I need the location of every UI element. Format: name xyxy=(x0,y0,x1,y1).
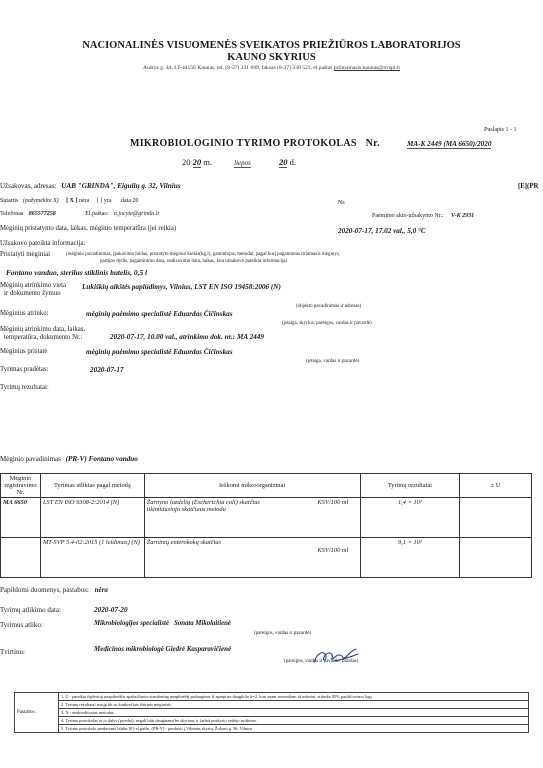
col-organisms: Ieškomi mikroorganizmai xyxy=(144,474,360,498)
extra-value: nėra xyxy=(94,586,108,594)
notes-row xyxy=(15,717,529,725)
client-label: Užsakovas, adresas: xyxy=(0,182,57,190)
row-u xyxy=(460,538,532,578)
year-suffix: m. xyxy=(203,157,212,167)
delivery-label: Mėginių pristatymo data, laikas, mėginio temperatūra (jei reikia) xyxy=(0,225,177,232)
table-row xyxy=(1,498,532,538)
notes-label: Pastabos: xyxy=(15,693,59,733)
email-value: n.jocyte@grinda.lt xyxy=(113,211,160,217)
approved-value: Medicinos mikrobiologė Giedrė Kasparavičienė xyxy=(94,645,232,653)
email-label: El.paštas: xyxy=(85,211,109,217)
notes-row xyxy=(15,693,529,701)
samples-desc-line1: (mėginio pavadinimas, įpakavimo būdas, pristatyto mėginio kiekis(kg,l), gamintojas, metodai, pagal kurį pagamintas tiriamasis mėginys, xyxy=(66,252,341,257)
row-result: 1,4 × 10² xyxy=(360,498,460,538)
sampler-value: mėginių paėmimo specialistė Eduardas Čičinskas xyxy=(86,310,233,318)
notes-row xyxy=(15,725,529,733)
contract-date-value: 20 xyxy=(132,198,139,204)
sampling-place-label-1: Mėginių atrinkimo vieta xyxy=(0,282,67,289)
row-result: 9,1 × 10¹ xyxy=(360,538,460,578)
signature xyxy=(312,646,360,668)
completed-value: 2020-07-20 xyxy=(94,606,128,614)
deliverer-label: Mėginius pristatė xyxy=(0,348,48,355)
protocol-date xyxy=(182,157,296,167)
samples-desc-line2: partijos dydis, pagaminimo data, realizavimo data, laikas, kita užsakovo pateikta informacija) xyxy=(100,259,288,264)
day-value: 20 xyxy=(278,157,288,167)
tests-started-label: Tyrimas pradėtas: xyxy=(0,366,49,373)
col-u: ± U xyxy=(460,474,532,498)
day-suffix: d. xyxy=(289,157,296,167)
row-unit: KSV/100 ml xyxy=(317,547,349,554)
delivery-value: 2020-07-17, 17.02 val., 5,0 °C xyxy=(338,227,426,235)
notes-row xyxy=(15,709,529,717)
act-value: V-K 2931 xyxy=(451,213,475,219)
row-organism xyxy=(144,538,360,578)
performed-label: Tyrimus atliko: xyxy=(0,621,43,629)
phone-label: Telefonas xyxy=(0,211,24,217)
org-email-link[interactable]: priimamasis.kaunas@nvspl.lt xyxy=(333,65,400,71)
sampling-date-value: 2020-07-17, 10.00 val., atrinkimo dok. nr.: MA 2449 xyxy=(110,333,264,341)
contract-row xyxy=(0,198,139,204)
row-method: MT-SVP 5.4-02:2015 (1 leidimas) (N) xyxy=(40,538,144,578)
act-label: Paėmimo akto-užsakymo Nr.: xyxy=(372,213,444,219)
year-value: 20 xyxy=(192,157,202,167)
contract-nr-label: Nr. xyxy=(338,200,346,206)
contract-yes-checkbox: [ ] xyxy=(96,198,103,204)
row-reg-nr: MA 6650 xyxy=(1,498,41,538)
approved-hint: (pareigos, vardas ir pavardė, parašas) xyxy=(284,659,359,664)
sampler-label: Mėginius atrinko: xyxy=(0,310,49,317)
org-address-text: Aušros g. 44, LT-44156 Kaunas, tel. (8-37) 331 699, faksas (8-37) 330 523, el.paštas xyxy=(143,65,333,71)
month-value: liepos xyxy=(234,159,251,167)
note-item: 4. Tyrimo protokolas ar jo dalys (priedai), negali būti dauginami be skyriaus ir (arba) poskyrio vedėjo sutikimo. xyxy=(59,717,529,725)
protocol-number: MA-K 2449 (MA 6650)/2020 xyxy=(407,140,492,148)
results-label: Tyrimų rezultatai: xyxy=(0,384,49,391)
document-title xyxy=(130,138,380,149)
results-table-header xyxy=(1,474,532,498)
note-item: 1. U - pateikta išplėstoji neapibrėžtis apskaičiuota standartinę neapibrėžtį padauginus iš aprėpties daugiklio k=2, kuri esant normaliam skirstiniui, atitinka 95% pasikliovimo lygį. xyxy=(59,693,529,701)
org-name: NACIONALINĖS VISUOMENĖS SVEIKATOS PRIEŽIŪROS LABORATORIJOS xyxy=(82,40,461,51)
table-row xyxy=(1,538,532,578)
row-organism-name: Žarnyno lazdelių (Escherichia coli) skaičius tikimiausiojo skaičiaus metodu xyxy=(146,499,260,513)
extra-label: Papildomi duomenys, pastabos: xyxy=(0,586,89,594)
completed-label: Tyrimų atlikimo data: xyxy=(0,606,61,614)
row-method: LST EN ISO 9308-2:2014 (N) xyxy=(40,498,144,538)
samples-delivered-label: Pristatyti mėginiai xyxy=(0,251,51,258)
contract-hint: (pažymėkite X) xyxy=(22,198,59,204)
act-row xyxy=(372,213,474,219)
sampling-place-label-2: ir dokumento žymuo xyxy=(4,290,61,297)
note-item: 5. Tyrimo protokolo perdavimo būdas [E]-el.paštu, (PR-V) - perduoti į Vilniaus skyrių, Žolyno g. 36, Vilnius xyxy=(59,725,529,733)
performed-hint: (pareigos, vardas ir pavardė) xyxy=(254,631,312,636)
org-branch: KAUNO SKYRIUS xyxy=(227,52,316,63)
client-value: UAB "GRINDA", Eigulių g. 32, Vilnius xyxy=(61,182,181,190)
org-address xyxy=(0,65,543,71)
year-prefix: 20 xyxy=(182,157,191,167)
samples-delivered-value: Fontano vanduo, sterilus stiklinis butelis, 0,5 l xyxy=(6,268,148,277)
title-text: MIKROBIOLOGINIO TYRIMO PROTOKOLAS xyxy=(130,138,357,149)
client-info-label: Užsakovo pateikta informacija: xyxy=(0,240,86,247)
contract-date-label: data xyxy=(121,198,132,204)
sample-name-row xyxy=(0,455,138,463)
row-u xyxy=(460,498,532,538)
sample-name-label: Mėginio pavadinimas xyxy=(0,455,61,463)
notes-table xyxy=(14,692,529,733)
tests-started-value: 2020-07-17 xyxy=(90,366,124,374)
note-item: 2. Tyrimų rezultatai susiję tik su konkrečiais ištirtais mėginiais. xyxy=(59,701,529,709)
notes-row xyxy=(15,701,529,709)
extra-row xyxy=(0,586,108,594)
sampling-date-label-1: Mėginių atrinkimo data, laikas, xyxy=(0,326,86,333)
approved-label: Tvirtinu: xyxy=(0,648,25,656)
sampling-place-hint: (objekto pavadinimas ir adresas) xyxy=(296,304,362,309)
sample-name-value: (PR-V) Fontano vanduo xyxy=(65,455,138,463)
client-row xyxy=(0,182,181,190)
note-item: 3. N - neakredituotas metodas, xyxy=(59,709,529,717)
row-organism-name: Žarninių enterokokų skaičius xyxy=(146,539,221,546)
contract-no-label: nėra xyxy=(79,198,90,204)
contract-label: Sutartis xyxy=(0,198,19,204)
deliverer-value: mėginių paėmimo specialistė Eduardas Čičinskas xyxy=(86,348,233,356)
page-number: Puslapis 1 - 1 xyxy=(484,127,517,133)
deliverer-hint: (įstaiga, vardas ir pavardė) xyxy=(306,359,360,364)
row-unit: KSV/100 ml xyxy=(317,499,349,506)
row-organism xyxy=(144,498,360,538)
sampling-date-label-2: temperatūra, dokumento Nr.: xyxy=(4,334,83,341)
col-result: Tyrimų rezultatai xyxy=(360,474,460,498)
performed-value: Mikrobiologijos specialistė Sonata Mikolaitienė xyxy=(94,620,231,627)
contract-no-checkbox: [ X ] xyxy=(66,198,78,204)
phone-row xyxy=(0,211,159,217)
row-reg-nr xyxy=(1,538,41,578)
sampler-hint: (įstaiga, skyrius, pareigos, vardas ir pavardė) xyxy=(282,321,372,326)
col-reg-nr: Mėginio registravimo Nr. xyxy=(1,474,41,498)
delivery-code: [E](PR xyxy=(518,183,539,190)
results-table xyxy=(0,473,532,578)
contract-yes-label: yra xyxy=(103,198,112,204)
sampling-place-value: Lukiškių aikštės paplūdimys, Vilnius, LST EN ISO 19458:2006 (N) xyxy=(82,283,281,291)
col-method: Tyrimas atliktas pagal metodą xyxy=(40,474,144,498)
phone-value: 865577258 xyxy=(28,211,56,217)
title-nr-label: Nr. xyxy=(365,138,380,149)
